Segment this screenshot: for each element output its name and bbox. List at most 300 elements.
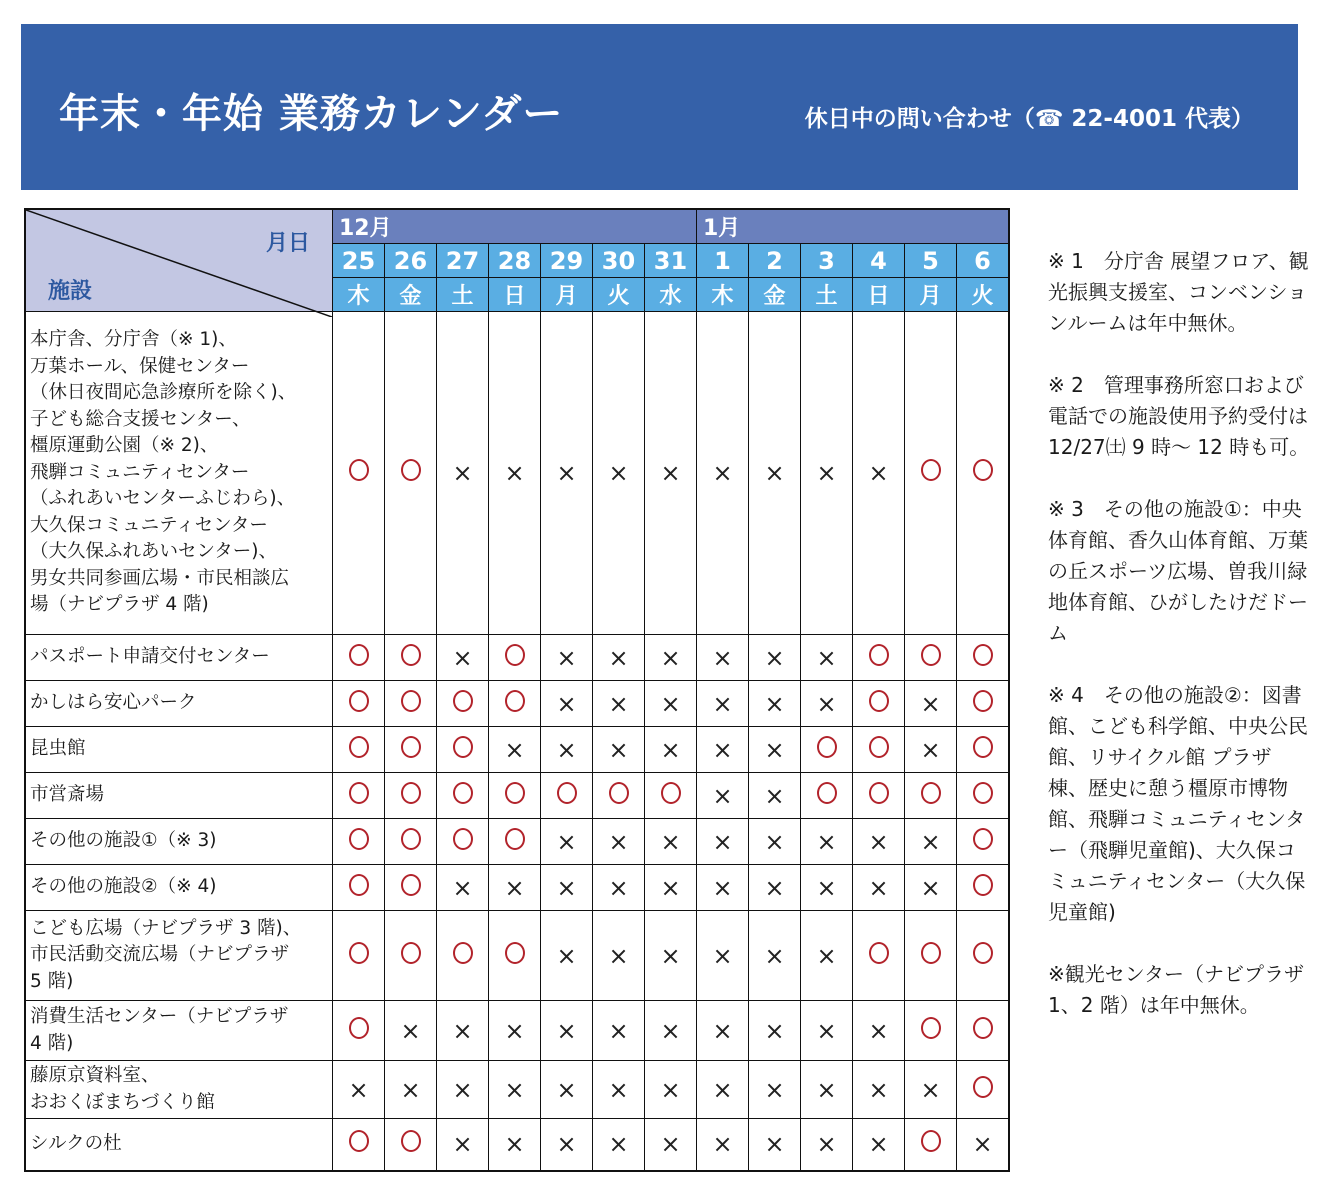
status-cell — [697, 1001, 749, 1061]
status-cell — [697, 865, 749, 911]
closed-cross-icon: × — [868, 459, 889, 487]
status-cell — [385, 681, 437, 727]
closed-cross-icon: × — [868, 1130, 889, 1159]
month-header: 1月 — [697, 209, 1010, 244]
status-cell — [801, 773, 853, 819]
closed-cross-icon: × — [920, 873, 941, 902]
closed-cross-icon: × — [608, 941, 629, 970]
open-circle-icon — [921, 1130, 941, 1152]
status-cell — [957, 312, 1010, 635]
status-cell — [697, 911, 749, 1001]
footnote: ※観光センター（ナビプラザ 1、2 階）は年中無休。 — [1048, 962, 1304, 1017]
status-cell — [333, 312, 385, 635]
header-corner-cell — [25, 209, 333, 312]
open-circle-icon — [349, 782, 369, 804]
status-cell — [801, 1061, 853, 1119]
closed-cross-icon: × — [556, 459, 577, 487]
closed-cross-icon: × — [660, 459, 681, 487]
closed-cross-icon: × — [712, 1075, 733, 1104]
status-cell — [645, 911, 697, 1001]
status-cell — [593, 635, 645, 681]
footnotes — [1048, 246, 1310, 1052]
open-circle-icon — [973, 1076, 993, 1098]
closed-cross-icon: × — [556, 827, 577, 856]
status-cell — [905, 819, 957, 865]
status-cell — [853, 681, 905, 727]
closed-cross-icon: × — [608, 1130, 629, 1159]
closed-cross-icon: × — [556, 1016, 577, 1045]
open-circle-icon — [973, 1017, 993, 1039]
day-header: 5 — [905, 244, 957, 278]
closed-cross-icon: × — [504, 873, 525, 902]
open-circle-icon — [349, 942, 369, 964]
closed-cross-icon: × — [816, 1016, 837, 1045]
closed-cross-icon: × — [608, 643, 629, 672]
day-header: 28 — [489, 244, 541, 278]
table-row — [25, 865, 1009, 911]
status-cell — [749, 773, 801, 819]
status-cell — [489, 1001, 541, 1061]
open-circle-icon — [505, 690, 525, 712]
status-cell — [489, 1061, 541, 1119]
closed-cross-icon: × — [556, 941, 577, 970]
status-cell — [801, 681, 853, 727]
status-cell — [593, 1119, 645, 1171]
status-cell — [541, 819, 593, 865]
status-cell — [749, 911, 801, 1001]
status-cell — [437, 681, 489, 727]
status-cell — [957, 1119, 1010, 1171]
open-circle-icon — [349, 690, 369, 712]
closed-cross-icon: × — [660, 1016, 681, 1045]
status-cell — [385, 727, 437, 773]
status-cell — [593, 911, 645, 1001]
closed-cross-icon: × — [816, 1130, 837, 1159]
status-cell — [385, 865, 437, 911]
weekday-header: 水 — [645, 278, 697, 312]
open-circle-icon — [869, 942, 889, 964]
open-circle-icon — [505, 782, 525, 804]
closed-cross-icon: × — [660, 873, 681, 902]
closed-cross-icon: × — [712, 873, 733, 902]
status-cell — [957, 681, 1010, 727]
closed-cross-icon: × — [764, 1075, 785, 1104]
status-cell — [853, 312, 905, 635]
status-cell — [385, 819, 437, 865]
status-cell — [645, 1119, 697, 1171]
status-cell — [489, 865, 541, 911]
table-row — [25, 681, 1009, 727]
business-calendar-table — [24, 208, 1010, 1172]
status-cell — [697, 773, 749, 819]
closed-cross-icon: × — [868, 1075, 889, 1104]
status-cell — [593, 681, 645, 727]
closed-cross-icon: × — [712, 1016, 733, 1045]
open-circle-icon — [505, 828, 525, 850]
facility-name: 昆虫館 — [25, 727, 333, 773]
status-cell — [489, 819, 541, 865]
status-cell — [437, 773, 489, 819]
status-cell — [905, 681, 957, 727]
day-header: 31 — [645, 244, 697, 278]
closed-cross-icon: × — [556, 1075, 577, 1104]
table-row — [25, 819, 1009, 865]
facility-name: 本庁舎、分庁舎（※ 1)、 万葉ホール、保健センター （休日夜間応急診療所を除く)、 子ども総合支援センター、 橿原運動公園（※ 2)、 飛騨コミュニティセンター （ふれあいセンターふじわら)、 大久保コミュニティセンター （大久保ふれあいセンター)、 男女共同参画広場・市民相談広 場（ナビプラザ 4 階) — [25, 312, 333, 635]
closed-cross-icon: × — [608, 873, 629, 902]
status-cell — [801, 635, 853, 681]
closed-cross-icon: × — [816, 459, 837, 487]
closed-cross-icon: × — [816, 873, 837, 902]
closed-cross-icon: × — [660, 1130, 681, 1159]
status-cell — [697, 635, 749, 681]
status-cell — [437, 1001, 489, 1061]
open-circle-icon — [401, 1130, 421, 1152]
status-cell — [541, 865, 593, 911]
status-cell — [853, 727, 905, 773]
status-cell — [801, 819, 853, 865]
facility-name: かしはら安心パーク — [25, 681, 333, 727]
status-cell — [489, 773, 541, 819]
closed-cross-icon: × — [452, 1075, 473, 1104]
footnote: ※ 4 その他の施設②：図書館、こども科学館、中央公民館、リサイクル館 プラザ棟、歴史に憩う橿原市博物館、飛騨コミュニティセンター（飛騨児童館)、大久保コミュニティセンター（大久保児童館) — [1048, 683, 1308, 924]
status-cell — [957, 1001, 1010, 1061]
status-cell — [437, 312, 489, 635]
open-circle-icon — [401, 782, 421, 804]
status-cell — [853, 1001, 905, 1061]
status-cell — [437, 1061, 489, 1119]
day-header: 4 — [853, 244, 905, 278]
status-cell — [489, 727, 541, 773]
closed-cross-icon: × — [920, 827, 941, 856]
open-circle-icon — [349, 644, 369, 666]
facility-name: 消費生活センター（ナビプラザ 4 階) — [25, 1001, 333, 1061]
month-header: 12月 — [333, 209, 697, 244]
open-circle-icon — [817, 736, 837, 758]
closed-cross-icon: × — [712, 781, 733, 810]
page-title: 年末・年始 業務カレンダー — [59, 91, 564, 137]
closed-cross-icon: × — [608, 1075, 629, 1104]
open-circle-icon — [349, 1017, 369, 1039]
table-row — [25, 773, 1009, 819]
closed-cross-icon: × — [660, 735, 681, 764]
status-cell — [749, 1001, 801, 1061]
closed-cross-icon: × — [608, 689, 629, 718]
closed-cross-icon: × — [452, 459, 473, 487]
closed-cross-icon: × — [556, 873, 577, 902]
open-circle-icon — [973, 459, 993, 481]
open-circle-icon — [921, 782, 941, 804]
status-cell — [905, 1001, 957, 1061]
closed-cross-icon: × — [660, 827, 681, 856]
status-cell — [801, 1001, 853, 1061]
facility-name: シルクの杜 — [25, 1119, 333, 1171]
closed-cross-icon: × — [712, 459, 733, 487]
closed-cross-icon: × — [400, 1016, 421, 1045]
closed-cross-icon: × — [504, 1075, 525, 1104]
open-circle-icon — [453, 736, 473, 758]
closed-cross-icon: × — [452, 1130, 473, 1159]
table-row — [25, 1119, 1009, 1171]
closed-cross-icon: × — [816, 689, 837, 718]
status-cell — [853, 773, 905, 819]
closed-cross-icon: × — [764, 941, 785, 970]
status-cell — [541, 635, 593, 681]
status-cell — [333, 819, 385, 865]
open-circle-icon — [973, 736, 993, 758]
closed-cross-icon: × — [556, 1130, 577, 1159]
closed-cross-icon: × — [764, 827, 785, 856]
status-cell — [593, 727, 645, 773]
closed-cross-icon: × — [608, 735, 629, 764]
status-cell — [437, 911, 489, 1001]
open-circle-icon — [921, 1017, 941, 1039]
closed-cross-icon: × — [660, 941, 681, 970]
status-cell — [385, 911, 437, 1001]
open-circle-icon — [557, 782, 577, 804]
closed-cross-icon: × — [452, 1016, 473, 1045]
status-cell — [905, 1061, 957, 1119]
day-header: 30 — [593, 244, 645, 278]
status-cell — [957, 819, 1010, 865]
closed-cross-icon: × — [920, 735, 941, 764]
closed-cross-icon: × — [972, 1130, 993, 1159]
status-cell — [853, 1119, 905, 1171]
open-circle-icon — [505, 644, 525, 666]
closed-cross-icon: × — [816, 643, 837, 672]
status-cell — [333, 635, 385, 681]
open-circle-icon — [349, 736, 369, 758]
status-cell — [645, 312, 697, 635]
day-header: 29 — [541, 244, 593, 278]
open-circle-icon — [453, 690, 473, 712]
closed-cross-icon: × — [764, 459, 785, 487]
status-cell — [541, 1061, 593, 1119]
open-circle-icon — [921, 459, 941, 481]
status-cell — [593, 312, 645, 635]
open-circle-icon — [349, 1130, 369, 1152]
weekday-header: 火 — [957, 278, 1010, 312]
open-circle-icon — [401, 644, 421, 666]
closed-cross-icon: × — [504, 1016, 525, 1045]
status-cell — [437, 635, 489, 681]
closed-cross-icon: × — [400, 1075, 421, 1104]
closed-cross-icon: × — [764, 735, 785, 764]
closed-cross-icon: × — [712, 1130, 733, 1159]
closed-cross-icon: × — [660, 1075, 681, 1104]
weekday-header: 金 — [385, 278, 437, 312]
facility-name: 市営斎場 — [25, 773, 333, 819]
status-cell — [385, 1001, 437, 1061]
day-header: 27 — [437, 244, 489, 278]
status-cell — [385, 635, 437, 681]
closed-cross-icon: × — [764, 689, 785, 718]
status-cell — [853, 911, 905, 1001]
closed-cross-icon: × — [556, 735, 577, 764]
status-cell — [333, 727, 385, 773]
closed-cross-icon: × — [504, 735, 525, 764]
facility-name: パスポート申請交付センター — [25, 635, 333, 681]
status-cell — [853, 635, 905, 681]
status-cell — [749, 681, 801, 727]
holiday-contact: 休日中の問い合わせ（☎ 22-4001 代表） — [804, 106, 1254, 132]
status-cell — [593, 1001, 645, 1061]
status-cell — [801, 727, 853, 773]
closed-cross-icon: × — [816, 827, 837, 856]
open-circle-icon — [349, 828, 369, 850]
status-cell — [801, 312, 853, 635]
status-cell — [801, 865, 853, 911]
status-cell — [385, 773, 437, 819]
status-cell — [437, 865, 489, 911]
status-cell — [437, 727, 489, 773]
weekday-header: 金 — [749, 278, 801, 312]
open-circle-icon — [453, 828, 473, 850]
status-cell — [489, 312, 541, 635]
closed-cross-icon: × — [764, 781, 785, 810]
closed-cross-icon: × — [348, 1075, 369, 1104]
status-cell — [645, 819, 697, 865]
status-cell — [905, 635, 957, 681]
corner-day-label: 月日 — [265, 231, 310, 256]
closed-cross-icon: × — [608, 1016, 629, 1045]
closed-cross-icon: × — [920, 689, 941, 718]
status-cell — [541, 727, 593, 773]
closed-cross-icon: × — [712, 827, 733, 856]
status-cell — [385, 1119, 437, 1171]
status-cell — [541, 681, 593, 727]
open-circle-icon — [869, 736, 889, 758]
closed-cross-icon: × — [608, 459, 629, 487]
closed-cross-icon: × — [712, 643, 733, 672]
status-cell — [645, 635, 697, 681]
status-cell — [853, 1061, 905, 1119]
open-circle-icon — [349, 459, 369, 481]
closed-cross-icon: × — [920, 1075, 941, 1104]
closed-cross-icon: × — [712, 689, 733, 718]
open-circle-icon — [401, 942, 421, 964]
open-circle-icon — [973, 874, 993, 896]
closed-cross-icon: × — [556, 643, 577, 672]
status-cell — [853, 819, 905, 865]
open-circle-icon — [661, 782, 681, 804]
closed-cross-icon: × — [660, 643, 681, 672]
day-header: 6 — [957, 244, 1010, 278]
closed-cross-icon: × — [452, 873, 473, 902]
closed-cross-icon: × — [712, 735, 733, 764]
status-cell — [697, 727, 749, 773]
status-cell — [801, 911, 853, 1001]
status-cell — [333, 1119, 385, 1171]
status-cell — [957, 1061, 1010, 1119]
status-cell — [593, 773, 645, 819]
status-cell — [697, 681, 749, 727]
closed-cross-icon: × — [452, 643, 473, 672]
status-cell — [957, 865, 1010, 911]
status-cell — [645, 773, 697, 819]
status-cell — [541, 1119, 593, 1171]
open-circle-icon — [401, 690, 421, 712]
status-cell — [489, 1119, 541, 1171]
closed-cross-icon: × — [764, 873, 785, 902]
closed-cross-icon: × — [712, 941, 733, 970]
open-circle-icon — [973, 828, 993, 850]
open-circle-icon — [401, 874, 421, 896]
status-cell — [593, 1061, 645, 1119]
status-cell — [905, 1119, 957, 1171]
status-cell — [957, 773, 1010, 819]
status-cell — [749, 865, 801, 911]
closed-cross-icon: × — [764, 1130, 785, 1159]
facility-name: その他の施設①（※ 3) — [25, 819, 333, 865]
footnote: ※ 3 その他の施設①：中央体育館、香久山体育館、万葉の丘スポーツ広場、曽我川緑地体育館、ひがしたけだドーム — [1048, 497, 1308, 645]
open-circle-icon — [401, 736, 421, 758]
weekday-header: 土 — [801, 278, 853, 312]
status-cell — [905, 911, 957, 1001]
facility-name: 藤原京資料室、 おおくぼまちづくり館 — [25, 1061, 333, 1119]
open-circle-icon — [869, 644, 889, 666]
status-cell — [541, 312, 593, 635]
status-cell — [749, 727, 801, 773]
status-cell — [697, 312, 749, 635]
open-circle-icon — [817, 782, 837, 804]
status-cell — [333, 865, 385, 911]
status-cell — [697, 1119, 749, 1171]
closed-cross-icon: × — [556, 689, 577, 718]
closed-cross-icon: × — [660, 689, 681, 718]
status-cell — [385, 1061, 437, 1119]
weekday-header: 火 — [593, 278, 645, 312]
closed-cross-icon: × — [816, 941, 837, 970]
status-cell — [645, 1001, 697, 1061]
closed-cross-icon: × — [764, 643, 785, 672]
table-row — [25, 1061, 1009, 1119]
status-cell — [645, 681, 697, 727]
closed-cross-icon: × — [504, 1130, 525, 1159]
status-cell — [645, 865, 697, 911]
status-cell — [541, 1001, 593, 1061]
closed-cross-icon: × — [764, 1016, 785, 1045]
header-banner — [21, 24, 1298, 190]
open-circle-icon — [609, 782, 629, 804]
day-header: 2 — [749, 244, 801, 278]
open-circle-icon — [505, 942, 525, 964]
closed-cross-icon: × — [868, 827, 889, 856]
open-circle-icon — [973, 644, 993, 666]
status-cell — [541, 773, 593, 819]
weekday-header: 月 — [905, 278, 957, 312]
day-header: 3 — [801, 244, 853, 278]
day-header: 26 — [385, 244, 437, 278]
status-cell — [333, 911, 385, 1001]
status-cell — [645, 727, 697, 773]
status-cell — [749, 1119, 801, 1171]
status-cell — [749, 312, 801, 635]
status-cell — [905, 727, 957, 773]
closed-cross-icon: × — [816, 1075, 837, 1104]
status-cell — [749, 1061, 801, 1119]
open-circle-icon — [349, 874, 369, 896]
corner-facility-label: 施設 — [48, 279, 93, 304]
status-cell — [957, 727, 1010, 773]
open-circle-icon — [401, 459, 421, 481]
open-circle-icon — [921, 942, 941, 964]
weekday-header: 日 — [489, 278, 541, 312]
table-row — [25, 727, 1009, 773]
facility-name: こども広場（ナビプラザ 3 階)、 市民活動交流広場（ナビプラザ 5 階) — [25, 911, 333, 1001]
status-cell — [957, 635, 1010, 681]
status-cell — [905, 773, 957, 819]
status-cell — [333, 773, 385, 819]
